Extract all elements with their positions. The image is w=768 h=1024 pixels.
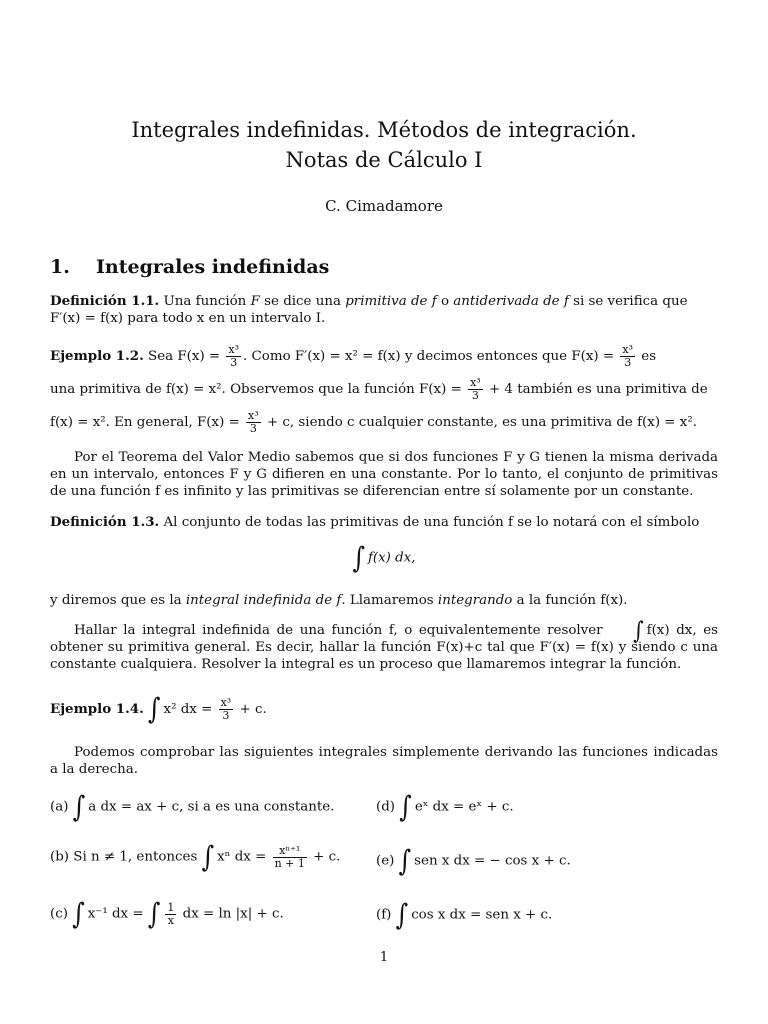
math: xⁿ dx = (217, 849, 267, 865)
integral-sign: ∫ (398, 844, 412, 878)
title-line-1: Integrales indefinidas. Métodos de integración. (131, 118, 637, 142)
text: si se verifica que (573, 294, 688, 309)
math: sen x dx = − cos x + c. (414, 853, 571, 869)
numerator: x³ (470, 376, 481, 389)
list-item-a (50, 790, 335, 824)
item-label: (e) (376, 853, 395, 869)
list-item-e (376, 844, 571, 878)
integral-sign: ∫ (395, 898, 409, 932)
text: es (641, 349, 657, 364)
math: x⁻¹ dx = (87, 906, 144, 922)
fraction (273, 845, 307, 870)
fraction (219, 697, 234, 722)
text: Si n ≠ 1, entonces (73, 849, 198, 865)
item-label: (a) (50, 799, 69, 815)
item-label: (d) (376, 799, 396, 815)
math: a dx = ax + c, si a es una constante. (88, 799, 335, 815)
text: Sea (148, 349, 174, 364)
denominator: 3 (624, 356, 632, 369)
emph: primitiva de (345, 294, 428, 309)
paragraph-hallar (50, 615, 718, 673)
section-title: Integrales indefinidas (96, 256, 330, 278)
text: + c. (313, 849, 341, 865)
item-label: (f) (376, 907, 392, 923)
text: + c. (239, 702, 267, 717)
text: F′(x) = f(x) para todo x en un intervalo I. (50, 311, 326, 326)
denominator: 3 (249, 422, 257, 435)
paragraph-teorema: Por el Teorema del Valor Medio sabemos que si dos funciones F y G tienen la misma derivada en un intervalo, entonces F y G difieren en una constante. Por lo tanto, el conjunto de primitivas de una función f es infinito y las primitivas se diferencian entre sí solamente por un constante. (50, 450, 718, 499)
example-1-2 (50, 340, 718, 439)
numerator: x³ (248, 409, 259, 422)
numerator: xⁿ⁺¹ (273, 845, 307, 858)
author: C. Cimadamore (325, 197, 443, 215)
definition-label: Definición 1.3. (50, 514, 160, 530)
list-item-c (50, 897, 284, 931)
numerator: 1 (167, 900, 175, 914)
definition-1-3 (50, 514, 718, 531)
text: y diremos que es la (50, 593, 182, 608)
integral-sign: ∫ (399, 790, 412, 824)
list-item-d (376, 790, 514, 824)
section-number: 1. (50, 256, 70, 278)
text: f(x) dx, es obtener (50, 623, 718, 655)
fraction (226, 344, 241, 369)
text: Una función (163, 294, 247, 309)
integral-sign: ∫ (633, 615, 644, 645)
math: f (431, 294, 437, 309)
definition-1-1 (50, 293, 718, 327)
definition-label: Definición 1.1. (50, 293, 160, 309)
math: F (250, 294, 260, 309)
list-item-b (50, 840, 341, 874)
text: se dice una (264, 294, 341, 309)
integral-symbol-formula (0, 541, 768, 575)
integral-sign: ∫ (72, 897, 85, 931)
title-line-2: Notas de Cálculo I (285, 148, 483, 172)
integral-sign: ∫ (147, 897, 161, 931)
text: Al conjunto de todas las primitivas de una función f se lo notará con el símbolo (163, 515, 700, 530)
denominator: 3 (222, 709, 230, 722)
example-label: Ejemplo 1.4. (50, 701, 144, 717)
emph: integral indefinida de f (185, 593, 342, 608)
denominator: 3 (471, 389, 479, 402)
math: F(x) = (177, 349, 221, 364)
text: dx = ln |x| + c. (182, 906, 284, 922)
text: + 4 también es una primitiva de (488, 382, 708, 397)
text: una primitiva de f(x) = x². Observemos que la función F(x) = (50, 382, 462, 397)
math: cos x dx = sen x + c. (411, 907, 553, 923)
fraction (468, 377, 483, 402)
emph: integrando (437, 593, 513, 608)
denominator: 3 (230, 356, 238, 369)
text: a la función f(x). (516, 593, 628, 608)
text: f(x) = x². En general, F(x) = (50, 415, 240, 430)
math: x² dx = (163, 702, 213, 717)
fraction (165, 902, 176, 927)
item-label: (c) (50, 906, 68, 922)
numerator: x³ (622, 343, 634, 356)
denominator: n + 1 (274, 856, 305, 870)
section-heading (50, 256, 329, 278)
integral-sign: ∫ (201, 840, 215, 874)
list-item-f (376, 898, 553, 932)
fraction (246, 410, 261, 435)
math: f(x) dx, (367, 550, 416, 566)
math: eˣ dx = eˣ + c. (414, 799, 514, 815)
integral-sign: ∫ (352, 541, 365, 575)
paragraph-integral-indefinida (50, 592, 718, 609)
fraction (620, 344, 635, 369)
numerator: x³ (228, 343, 240, 356)
math: f (563, 294, 569, 309)
integral-sign: ∫ (72, 790, 86, 824)
page-number: 1 (379, 950, 389, 965)
paragraph-comprobar: Podemos comprobar las siguientes integrales simplemente derivando las funciones indicadas a la derecha. (50, 745, 718, 777)
text: . Como F′(x) = x² = f(x) y decimos entonces que F(x) = (243, 349, 615, 364)
emph: antiderivada de (453, 294, 560, 309)
numerator: x³ (220, 696, 232, 709)
text: o (440, 294, 449, 309)
text: su primitiva general. Es decir, hallar la función F(x)+c tal que F′(x) = f(x) y siendo c una constante cualquiera. Resolver la integral es un proceso que llamaremos integrar la función. (50, 640, 718, 672)
example-1-4 (50, 692, 718, 726)
text: Hallar la integral indefinida de una función f, o equivalentemente resolver (74, 623, 603, 638)
integral-sign: ∫ (148, 692, 161, 726)
text: + c, siendo c cualquier constante, es una primitiva de f(x) = x². (266, 415, 697, 430)
item-label: (b) (50, 849, 70, 865)
denominator: x (167, 913, 174, 927)
example-label: Ejemplo 1.2. (50, 348, 144, 364)
text: . Llamaremos (341, 593, 434, 608)
